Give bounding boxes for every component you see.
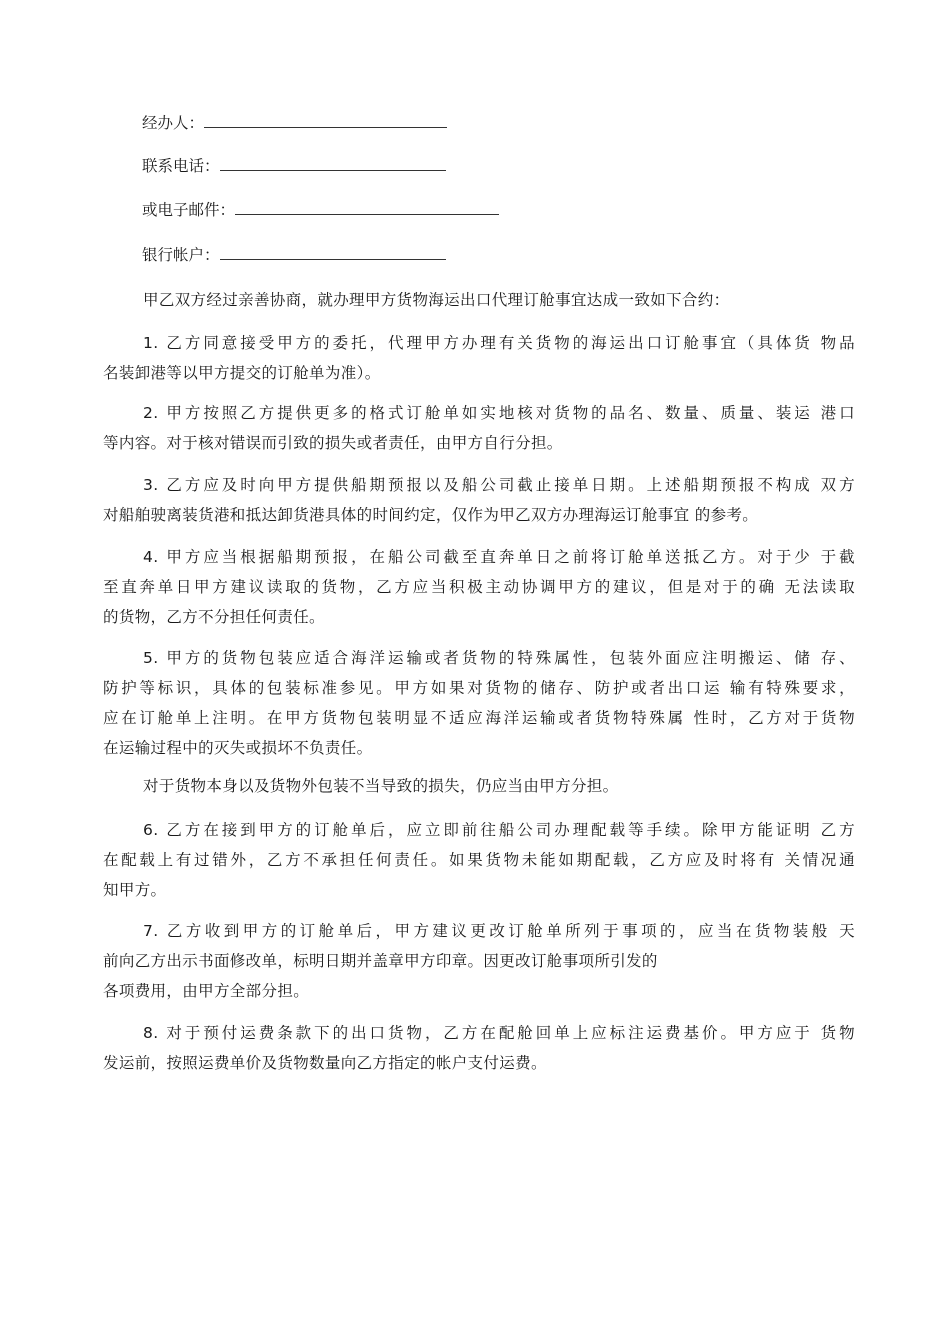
intro-paragraph (103, 285, 855, 315)
clause-line: 6. 乙方在接到甲方的订舱单后，应立即前往船公司办理配载等手续。除甲方能证明 乙方 (143, 821, 855, 839)
clause-line: 防护等标识，具体的包装标准参见。甲方如果对货物的储存、防护或者出口运 输有特殊要求， (103, 679, 855, 697)
clause-line: 名装卸港等以甲方提交的订舱单为准）。 (103, 364, 381, 382)
clause-line: 对船舶驶离装货港和抵达卸货港具体的时间约定，仅作为甲乙双方办理海运订舱事宜 的参考。 (103, 506, 759, 524)
clause-line: 的货物，乙方不分担任何责任。 (103, 608, 325, 626)
clause-line: 在配载上有过错外，乙方不承担任何责任。如果货物未能如期配载，乙方应及时将有 关情况通 (103, 851, 855, 869)
clause-8 (103, 1018, 855, 1078)
clause-line: 3. 乙方应及时向甲方提供船期预报以及船公司截止接单日期。上述船期预报不构成 双方 (143, 476, 855, 494)
phone-blank-line[interactable] (220, 156, 446, 171)
clause-line: 4. 甲方应当根据船期预报，在船公司截至直奔单日之前将订舱单送抵乙方。对于少 于截 (143, 548, 855, 566)
clause-line: 各项费用，由甲方全部分担。 (103, 982, 310, 1000)
clause-2 (103, 398, 855, 458)
clause-7 (103, 916, 855, 1006)
clause-line: 应在订舱单上注明。在甲方货物包装明显不适应海洋运输或者货物特殊属 性时，乙方对于货物 (103, 709, 855, 727)
handler-blank-line[interactable] (204, 113, 447, 128)
clause-line: 发运前，按照运费单价及货物数量向乙方指定的帐户支付运费。 (103, 1054, 547, 1072)
clause-line: 知甲方。 (103, 881, 167, 899)
clause-1 (103, 328, 855, 388)
clause-5 (103, 643, 855, 763)
bank-account-blank-line[interactable] (220, 245, 446, 260)
phone-label: 联系电话： (142, 157, 220, 175)
clause-line: 等内容。对于核对错误而引致的损失或者责任，由甲方自行分担。 (103, 434, 563, 452)
clause-line: 1. 乙方同意接受甲方的委托，代理甲方办理有关货物的海运出口订舱事宜（具体货 物品 (143, 334, 855, 352)
bank-account-label: 银行帐户： (142, 246, 220, 264)
handler-field (142, 113, 447, 133)
bank-account-field (142, 245, 446, 265)
email-field (142, 200, 499, 220)
phone-field (142, 156, 446, 176)
clause-5-note (103, 771, 855, 801)
clause-line: 7. 乙方收到甲方的订舱单后，甲方建议更改订舱单所列于事项的，应当在货物装般 天 (143, 922, 855, 940)
clause-4 (103, 542, 855, 632)
clause-line: 在运输过程中的灭失或损坏不负责任。 (103, 739, 373, 757)
intro-text: 甲乙双方经过亲善协商，就办理甲方货物海运出口代理订舱事宜达成一致如下合约： (143, 291, 730, 309)
clause-3 (103, 470, 855, 530)
clause-line: 2. 甲方按照乙方提供更多的格式订舱单如实地核对货物的品名、数量、质量、装运 港口 (143, 404, 855, 422)
email-blank-line[interactable] (235, 200, 499, 215)
clause-line: 对于货物本身以及货物外包装不当导致的损失，仍应当由甲方分担。 (143, 777, 619, 795)
clause-line: 8. 对于预付运费条款下的出口货物，乙方在配舱回单上应标注运费基价。甲方应于 货物 (143, 1024, 855, 1042)
handler-label: 经办人： (142, 114, 205, 132)
email-label: 或电子邮件： (142, 201, 236, 219)
clause-line: 前向乙方出示书面修改单，标明日期并盖章甲方印章。因更改订舱事项所引发的 (103, 952, 658, 970)
clause-line: 至直奔单日甲方建议读取的货物，乙方应当积极主动协调甲方的建议，但是对于的确 无法读取 (103, 578, 855, 596)
clause-line: 5. 甲方的货物包装应适合海洋运输或者货物的特殊属性，包装外面应注明搬运、储 存、 (143, 649, 855, 667)
clause-6 (103, 815, 855, 905)
